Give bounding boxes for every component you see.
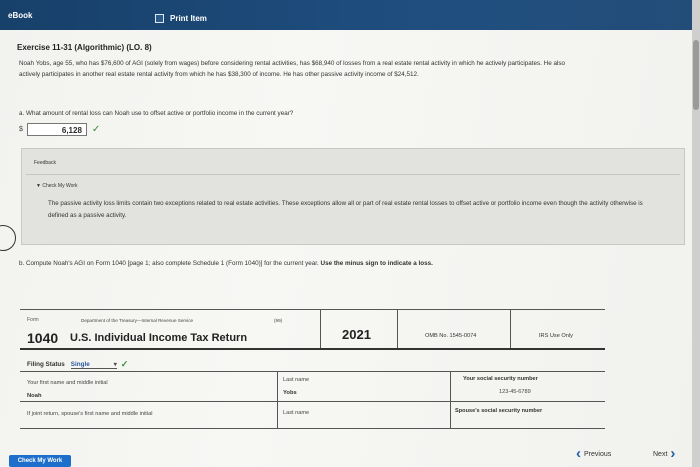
feedback-text: The passive activity loss limits contain two exceptions related to real estate activities. These exceptions allow all or part of real estate rental losses to offset active or portfolio income even though the activity otherwise is defined as a passive activity. xyxy=(48,200,643,219)
next-label: Next xyxy=(653,450,668,458)
ssn-label: Your social security number xyxy=(463,376,538,382)
form-omb-number: OMB No. 1545-0074 xyxy=(425,333,477,339)
rental-loss-answer-input[interactable]: 6,128 xyxy=(27,123,87,136)
feedback-divider xyxy=(26,174,680,175)
chevron-down-icon: ▾ xyxy=(113,361,117,368)
scrollbar-thumb[interactable] xyxy=(693,40,699,110)
feedback-panel xyxy=(21,148,685,245)
part-a-answer-row xyxy=(19,123,100,136)
previous-label: Previous xyxy=(584,450,612,458)
next-button[interactable] xyxy=(653,445,676,462)
last-name-value: Yobs xyxy=(283,390,297,396)
form-header-divider xyxy=(320,309,321,349)
scrollbar[interactable] xyxy=(692,0,700,467)
part-b-text: b. Compute Noah's AGI on Form 1040 [page 1; also complete Schedule 1 (Form 1040)] for the current year. xyxy=(19,260,319,267)
ssn-value: 123-45-6789 xyxy=(499,389,531,395)
check-my-work-toggle[interactable]: ▼ Check My Work xyxy=(36,183,78,189)
spouse-name-label: If joint return, spouse's first name and middle initial xyxy=(27,411,153,417)
form-top-rule xyxy=(20,309,605,310)
ebook-link[interactable]: eBook xyxy=(8,11,33,20)
form-irs-use: IRS Use Only xyxy=(539,333,573,339)
top-toolbar xyxy=(0,0,692,30)
form-row-rule xyxy=(20,371,605,372)
form-label: Form xyxy=(27,317,39,323)
spouse-last-name-label: Last name xyxy=(283,410,310,416)
form-code: (99) xyxy=(274,318,283,323)
form-number: 1040 xyxy=(27,330,59,346)
spouse-ssn-label: Spouse's social security number xyxy=(455,408,543,414)
form-col-divider xyxy=(450,371,451,429)
previous-button[interactable] xyxy=(576,445,612,462)
filing-status-row xyxy=(27,359,128,370)
chevron-right-icon: › xyxy=(670,445,676,462)
print-item-label: Print Item xyxy=(170,14,207,23)
currency-sign: $ xyxy=(19,126,23,133)
form-row-rule xyxy=(20,401,605,402)
correct-check-icon: ✓ xyxy=(91,124,101,135)
form-bottom-rule xyxy=(20,428,605,429)
correct-check-icon: ✓ xyxy=(120,359,129,369)
filing-status-label: Filing Status xyxy=(27,361,65,368)
chevron-left-icon: ‹ xyxy=(576,445,581,462)
print-item-button[interactable] xyxy=(155,14,207,23)
exercise-paragraph: Noah Yobs, age 55, who has $76,600 of AGI (solely from wages) before considering rental activities, has $68,940 of losses from a real estate rental activity in which he actively participates. He also actively participates in another real estate rental activity from which he has $38,300 of income. He has other passive activity income of $24,512. xyxy=(19,60,566,78)
exercise-title: Exercise 11-31 (Algorithmic) (LO. 8) xyxy=(17,43,152,52)
filing-status-select[interactable] xyxy=(71,361,117,369)
form-header-rule xyxy=(20,348,605,350)
form-1040 xyxy=(20,300,605,433)
check-my-work-button[interactable]: Check My Work xyxy=(9,455,71,467)
form-department: Department of the Treasury—Internal Revenue Service xyxy=(81,318,194,323)
first-name-label: Your first name and middle initial xyxy=(27,380,108,386)
form-header-divider xyxy=(510,309,511,349)
print-icon xyxy=(155,14,164,23)
part-a-question: a. What amount of rental loss can Noah use to offset active or portfolio income in the current year? xyxy=(19,110,294,117)
last-name-label: Last name xyxy=(283,377,310,383)
part-b-instruction: Use the minus sign to indicate a loss. xyxy=(320,260,433,267)
form-year: 2021 xyxy=(342,327,371,342)
form-title: U.S. Individual Income Tax Return xyxy=(70,332,248,344)
part-b-question xyxy=(19,258,579,270)
first-name-value: Noah xyxy=(27,393,42,399)
feedback-label: Feedback xyxy=(34,160,56,166)
filing-status-value: Single xyxy=(70,360,90,368)
form-header-divider xyxy=(397,309,398,349)
form-col-divider xyxy=(277,371,278,429)
page-edge-circle xyxy=(0,225,16,251)
